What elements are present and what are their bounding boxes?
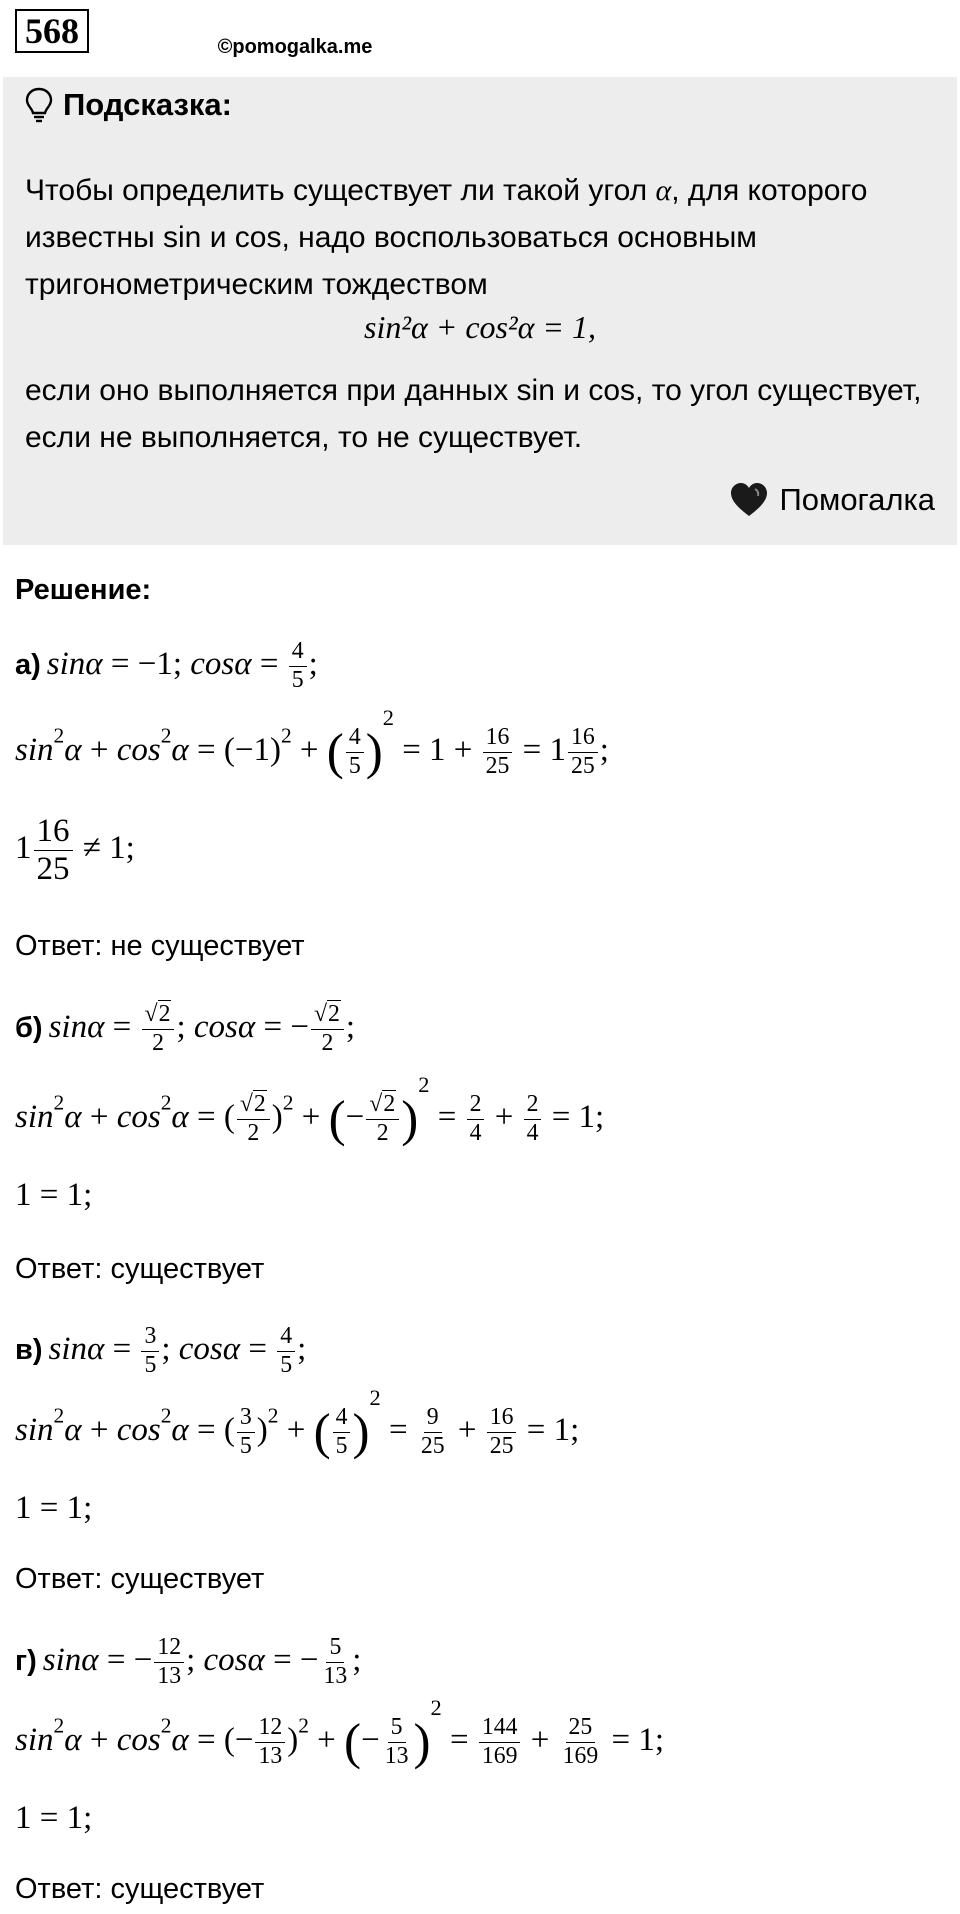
part-d-given: г) sinα = − $\frac{12}{13}$ ; cosα = − $\frac{5}{13}$ ; [15,1634,362,1689]
part-a-given: а) sinα = −1; cosα = $\frac{4}{5}$ ; [15,638,318,693]
part-b-calc: $\sin^2\alpha + \cos^2\alpha$ = ( $\frac{√2}{2}$ )$^2$ + (− $\frac{√2}{2}$ )$^2$ = $\frac{2}{4}$ + $\frac{2}{4}$ = 1; [15,1072,605,1148]
hint-title: Подсказка: [63,87,232,122]
part-d-label: г) [15,1644,37,1677]
hint-header [25,87,232,123]
solution-title: Решение: [15,574,152,606]
part-b-label: б) [15,1011,43,1044]
part-a-answer: Ответ: не существует [15,930,305,962]
part-c-calc: $\sin^2\alpha + \cos^2\alpha$ = ( $\frac{3}{5}$ )$^2$ + ( $\frac{4}{5}$ )$^2$ = $\frac{9}{25}$ + $\frac{16}{25}$ = 1; [15,1385,580,1461]
brand-badge [729,482,935,518]
part-c-given: в) sinα = $\frac{3}{5}$ ; cosα = $\frac{4}{5}$ ; [15,1323,307,1378]
part-d-answer: Ответ: существует [15,1873,265,1905]
part-a-label: а) [15,648,41,681]
heart-icon [729,482,769,518]
part-d-calc: $\sin^2\alpha + \cos^2\alpha$ = (− $\frac{12}{13}$ )$^2$ + (− $\frac{5}{13}$ )$^2$ = $\frac{144}{169}$ + $\frac{25}{169}$ = 1; [15,1695,664,1771]
brand-name: Помогалка [779,482,935,517]
hint-text-condition: если оно выполняется при данных sin и cos, то угол существует, если не выполняется, то не существует. [25,374,922,454]
part-a-calc: $\sin^2\alpha + \cos^2\alpha = (-1)^2$ + ( $\frac{4}{5}$ )$^2$ = 1 + $\frac{16}{25}$ = 1 $\frac{16}{25}$ ; [15,705,609,781]
part-c-label: в) [15,1333,43,1366]
hint-box [3,77,957,545]
part-a-check: 1 $\frac{16}{25}$ ≠ 1; [15,813,135,887]
part-b-answer: Ответ: существует [15,1253,265,1285]
part-c-answer: Ответ: существует [15,1563,265,1595]
part-d-check: 1 = 1; [15,1800,93,1836]
page-header [0,0,960,70]
identity-formula: sin²α + cos²α = 1, [364,309,596,345]
exercise-number: 568 [15,9,89,53]
part-b-given: б) sinα = $\frac{√2}{2}$ ; cosα = − $\frac{√2}{2}$ ; [15,1001,356,1056]
site-watermark: ©pomogalka.me [217,36,373,58]
part-c-check: 1 = 1; [15,1490,93,1526]
part-b-check: 1 = 1; [15,1177,93,1213]
alpha-symbol: α [655,174,672,207]
hint-text-intro: Чтобы определить существует ли такой угол α, для которого известны sin и cos, надо воспользоваться основным тригонометрическим тождеством [25,174,868,301]
lightbulb-icon [25,87,53,123]
